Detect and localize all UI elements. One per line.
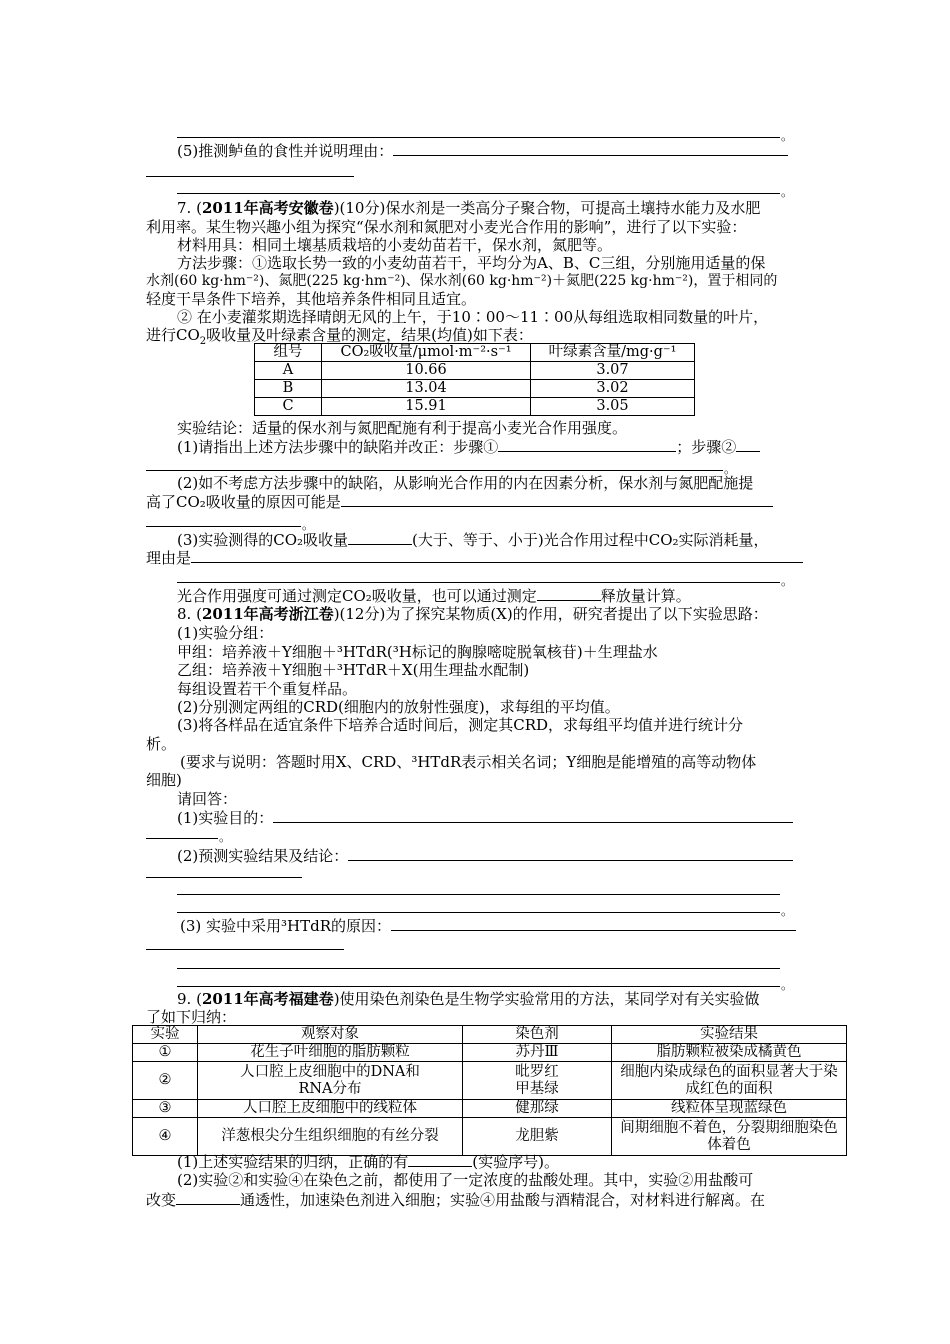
table-row xyxy=(255,362,695,380)
answer-blank[interactable] xyxy=(498,437,676,452)
question-text: (2)预测实验结果及结论： xyxy=(177,847,349,865)
question-source: 2011年高考安徽卷 xyxy=(201,199,334,217)
table-cell: 线粒体呈现蓝绿色 xyxy=(612,1100,847,1118)
q6-line5-text: (5)推测鲈鱼的食性并说明理由： xyxy=(177,142,394,160)
table-cell: 吡罗红 甲基绿 xyxy=(463,1062,612,1100)
table-row xyxy=(133,1100,847,1118)
q7-results-table xyxy=(254,343,695,416)
question-text: (1)实验目的： xyxy=(177,809,274,827)
q7-intro-line2: 利用率。某生物兴趣小组为探究“保水剂和氮肥对小麦光合作用的影响”，进行了以下实验： xyxy=(146,218,747,236)
table-cell: ② xyxy=(133,1062,198,1100)
table-header: 实验 xyxy=(133,1026,198,1044)
q7-method-line2: 水剂(60 kg·hm⁻²)、氮肥(225 kg·hm⁻²)、保水剂(60 kg·hm⁻²)＋氮肥(225 kg·hm⁻²)，置于相同的 xyxy=(146,273,778,289)
table-header: 组号 xyxy=(255,344,322,362)
table-header: 染色剂 xyxy=(463,1026,612,1044)
q7-conclusion: 实验结论：适量的保水剂与氮肥配施有利于提高小麦光合作用强度。 xyxy=(177,419,628,437)
period-mark: 。 xyxy=(781,978,794,992)
question-text: (1)请指出上述方法步骤中的缺陷并改正：步骤① xyxy=(177,438,499,456)
text-part: 吸收量及叶绿素含量的测定，结果(均值)如下表： xyxy=(206,326,533,344)
answer-blank[interactable] xyxy=(408,1152,472,1167)
table-cell: C xyxy=(255,398,322,416)
table-cell: 龙胆紫 xyxy=(463,1118,612,1156)
table-cell: A xyxy=(255,362,322,380)
q9-intro-line2: 了如下归纳： xyxy=(146,1008,237,1026)
question-text: 通透性，加速染色剂进入细胞；实验④用盐酸与酒精混合，对材料进行解离。在 xyxy=(240,1191,766,1209)
table-cell: 3.02 xyxy=(531,380,695,398)
question-text: 改变 xyxy=(146,1191,177,1209)
answer-line[interactable] xyxy=(177,912,780,913)
table-cell: 健那绿 xyxy=(463,1100,612,1118)
q7-step2-line1: ② 在小麦灌浆期选择晴朗无风的上午，于10∶00～11∶00从每组选取相同数量的叶片， xyxy=(177,308,769,326)
answer-line[interactable] xyxy=(146,877,302,878)
table-cell: B xyxy=(255,380,322,398)
table-row xyxy=(133,1118,847,1156)
answer-line[interactable] xyxy=(177,582,780,583)
q8-repeat: 每组设置若干个重复样品。 xyxy=(177,680,358,698)
table-cell: 10.66 xyxy=(322,362,531,380)
question-number: 8. ( xyxy=(177,605,202,623)
table-cell: ③ xyxy=(133,1100,198,1118)
q7-step2-line2: 进行$CO_2$吸收量及叶绿素含量的测定，结果(均值)如下表： xyxy=(146,326,533,347)
question-text: 高了CO₂吸收量的原因可能是 xyxy=(146,493,341,511)
answer-line[interactable] xyxy=(177,968,780,969)
table-cell: 细胞内染成绿色的面积显著大于染成红色的面积 xyxy=(612,1062,847,1100)
period-mark: 。 xyxy=(781,129,794,143)
table-cell: ④ xyxy=(133,1118,198,1156)
period-mark: 。 xyxy=(724,462,737,476)
q7-intro-line1 xyxy=(177,199,760,218)
answer-blank[interactable] xyxy=(341,492,773,507)
table-header: 实验结果 xyxy=(612,1026,847,1044)
answer-blank[interactable] xyxy=(176,1190,240,1205)
table-header-row xyxy=(255,344,695,362)
answer-blank[interactable] xyxy=(273,808,793,823)
q8-answer1 xyxy=(177,808,793,828)
table-cell: 13.04 xyxy=(322,380,531,398)
question-text: 理由是 xyxy=(146,549,192,567)
question-number: 7. ( xyxy=(177,199,202,217)
q8-step2: (2)分别测定两组的CRD(细胞内的放射性强度)，求每组的平均值。 xyxy=(177,698,620,716)
period-mark: 。 xyxy=(781,904,794,918)
table-cell: 间期细胞不着色，分裂期细胞染色体着色 xyxy=(612,1118,847,1156)
answer-line[interactable] xyxy=(177,137,780,138)
q7-materials: 材料用具：相同土壤基质栽培的小麦幼苗若干，保水剂，氮肥等。 xyxy=(177,236,613,254)
table-header: 叶绿素含量/mg·g⁻¹ xyxy=(531,344,695,362)
q8-step3-line1: (3)将各样品在适宜条件下培养合适时间后，测定其CRD，求每组平均值并进行统计分 xyxy=(177,716,744,734)
table-cell: 苏丹Ⅲ xyxy=(463,1044,612,1062)
q8-intro xyxy=(177,605,768,624)
question-text: (大于、等于、小于)光合作用过程中CO₂实际消耗量， xyxy=(412,531,769,549)
q9-intro-line1 xyxy=(177,990,760,1009)
question-source: 2011年高考福建卷 xyxy=(201,990,334,1008)
table-cell: 人口腔上皮细胞中的DNA和RNA分布 xyxy=(198,1062,463,1100)
text-part: 进行CO xyxy=(146,326,200,344)
q8-step1: (1)实验分组： xyxy=(177,624,274,642)
q9-question2-line1: (2)实验②和实验④在染色之前，都使用了一定浓度的盐酸处理。其中，实验②用盐酸可 xyxy=(177,1171,754,1189)
table-row xyxy=(133,1044,847,1062)
answer-blank[interactable] xyxy=(391,916,796,931)
question-number: 9. ( xyxy=(177,990,202,1008)
answer-blank[interactable] xyxy=(348,846,793,861)
question-text: 释放量计算。 xyxy=(600,587,691,605)
question-text: )(10分)保水剂是一类高分子聚合物，可提高土壤持水能力及水肥 xyxy=(333,199,761,217)
answer-line[interactable] xyxy=(177,894,780,895)
q7-method-line3: 轻度干旱条件下培养，其他培养条件相同且适宜。 xyxy=(146,290,477,308)
question-text: )(12分)为了探究某物质(X)的作用，研究者提出了以下实验思路： xyxy=(333,605,768,623)
answer-blank[interactable] xyxy=(537,586,601,601)
question-text: )使用染色剂染色是生物学实验常用的方法，某同学对有关实验做 xyxy=(333,990,760,1008)
question-text: (实验序号)。 xyxy=(472,1153,559,1171)
answer-line[interactable] xyxy=(146,470,723,471)
answer-line[interactable] xyxy=(146,949,344,950)
table-header-row xyxy=(133,1026,847,1044)
q7-question2-line2 xyxy=(146,492,773,512)
period-mark: 。 xyxy=(781,185,794,199)
table-cell: 洋葱根尖分生组织细胞的有丝分裂 xyxy=(198,1118,463,1156)
question-source: 2011年高考浙江卷 xyxy=(201,605,334,623)
question-text: 光合作用强度可通过测定CO₂吸收量，也可以通过测定 xyxy=(177,587,537,605)
q8-answer3 xyxy=(180,916,796,936)
answer-blank[interactable] xyxy=(736,437,760,452)
table-cell: ① xyxy=(133,1044,198,1062)
table-cell: 15.91 xyxy=(322,398,531,416)
table-row xyxy=(255,380,695,398)
q8-group-jia: 甲组：培养液＋Y细胞＋³HTdR(³H标记的胸腺嘧啶脱氧核苷)＋生理盐水 xyxy=(177,643,658,661)
period-mark: 。 xyxy=(302,518,315,532)
q8-group-yi: 乙组：培养液＋Y细胞＋³HTdR＋X(用生理盐水配制) xyxy=(177,661,530,679)
answer-blank[interactable] xyxy=(393,141,788,156)
answer-blank[interactable] xyxy=(191,548,803,563)
answer-line[interactable] xyxy=(177,986,780,987)
q8-answer-prompt: 请回答： xyxy=(177,790,238,808)
table-cell: 3.05 xyxy=(531,398,695,416)
q7-question2-line1: (2)如不考虑方法步骤中的缺陷，从影响光合作用的内在因素分析，保水剂与氮肥配施提 xyxy=(177,474,754,492)
q7-method-line1: 方法步骤：①选取长势一致的小麦幼苗若干，平均分为A、B、C三组，分别施用适量的保 xyxy=(177,254,766,272)
answer-line[interactable] xyxy=(146,526,301,527)
q7-question3-line1 xyxy=(177,530,769,550)
table-cell: 人口腔上皮细胞中的线粒体 xyxy=(198,1100,463,1118)
table-cell: 花生子叶细胞的脂肪颗粒 xyxy=(198,1044,463,1062)
q7-question1 xyxy=(177,437,760,457)
period-mark: 。 xyxy=(219,830,232,844)
q9-question2-line2 xyxy=(146,1190,765,1210)
period-mark: 。 xyxy=(781,574,794,588)
q9-question1 xyxy=(177,1152,559,1172)
table-header: 观察对象 xyxy=(198,1026,463,1044)
question-text: ；步骤② xyxy=(676,438,737,456)
answer-line[interactable] xyxy=(146,176,354,177)
answer-line[interactable] xyxy=(177,193,780,194)
table-cell: 3.07 xyxy=(531,362,695,380)
table-row xyxy=(255,398,695,416)
table-cell: 脂肪颗粒被染成橘黄色 xyxy=(612,1044,847,1062)
q8-requirement-line1: (要求与说明：答题时用X、CRD、³HTdR表示相关名词；Y细胞是能增殖的高等动物体 xyxy=(180,753,757,771)
answer-blank[interactable] xyxy=(348,530,412,545)
q8-step3-line2: 析。 xyxy=(146,735,177,753)
table-header: CO₂吸收量/μmol·m⁻²·s⁻¹ xyxy=(322,344,531,362)
q7-last-line xyxy=(177,586,691,606)
q7-question3-line2 xyxy=(146,548,803,568)
question-text: (3) 实验中采用³HTdR的原因： xyxy=(180,917,392,935)
q8-answer2 xyxy=(177,846,793,866)
table-row xyxy=(133,1062,847,1100)
q6-line5 xyxy=(177,141,788,161)
q9-summary-table xyxy=(132,1025,847,1156)
question-text: (1)上述实验结果的归纳，正确的有 xyxy=(177,1153,409,1171)
q8-requirement-line2: 细胞) xyxy=(146,771,182,789)
answer-line[interactable] xyxy=(146,838,218,839)
question-text: (3)实验测得的CO₂吸收量 xyxy=(177,531,349,549)
